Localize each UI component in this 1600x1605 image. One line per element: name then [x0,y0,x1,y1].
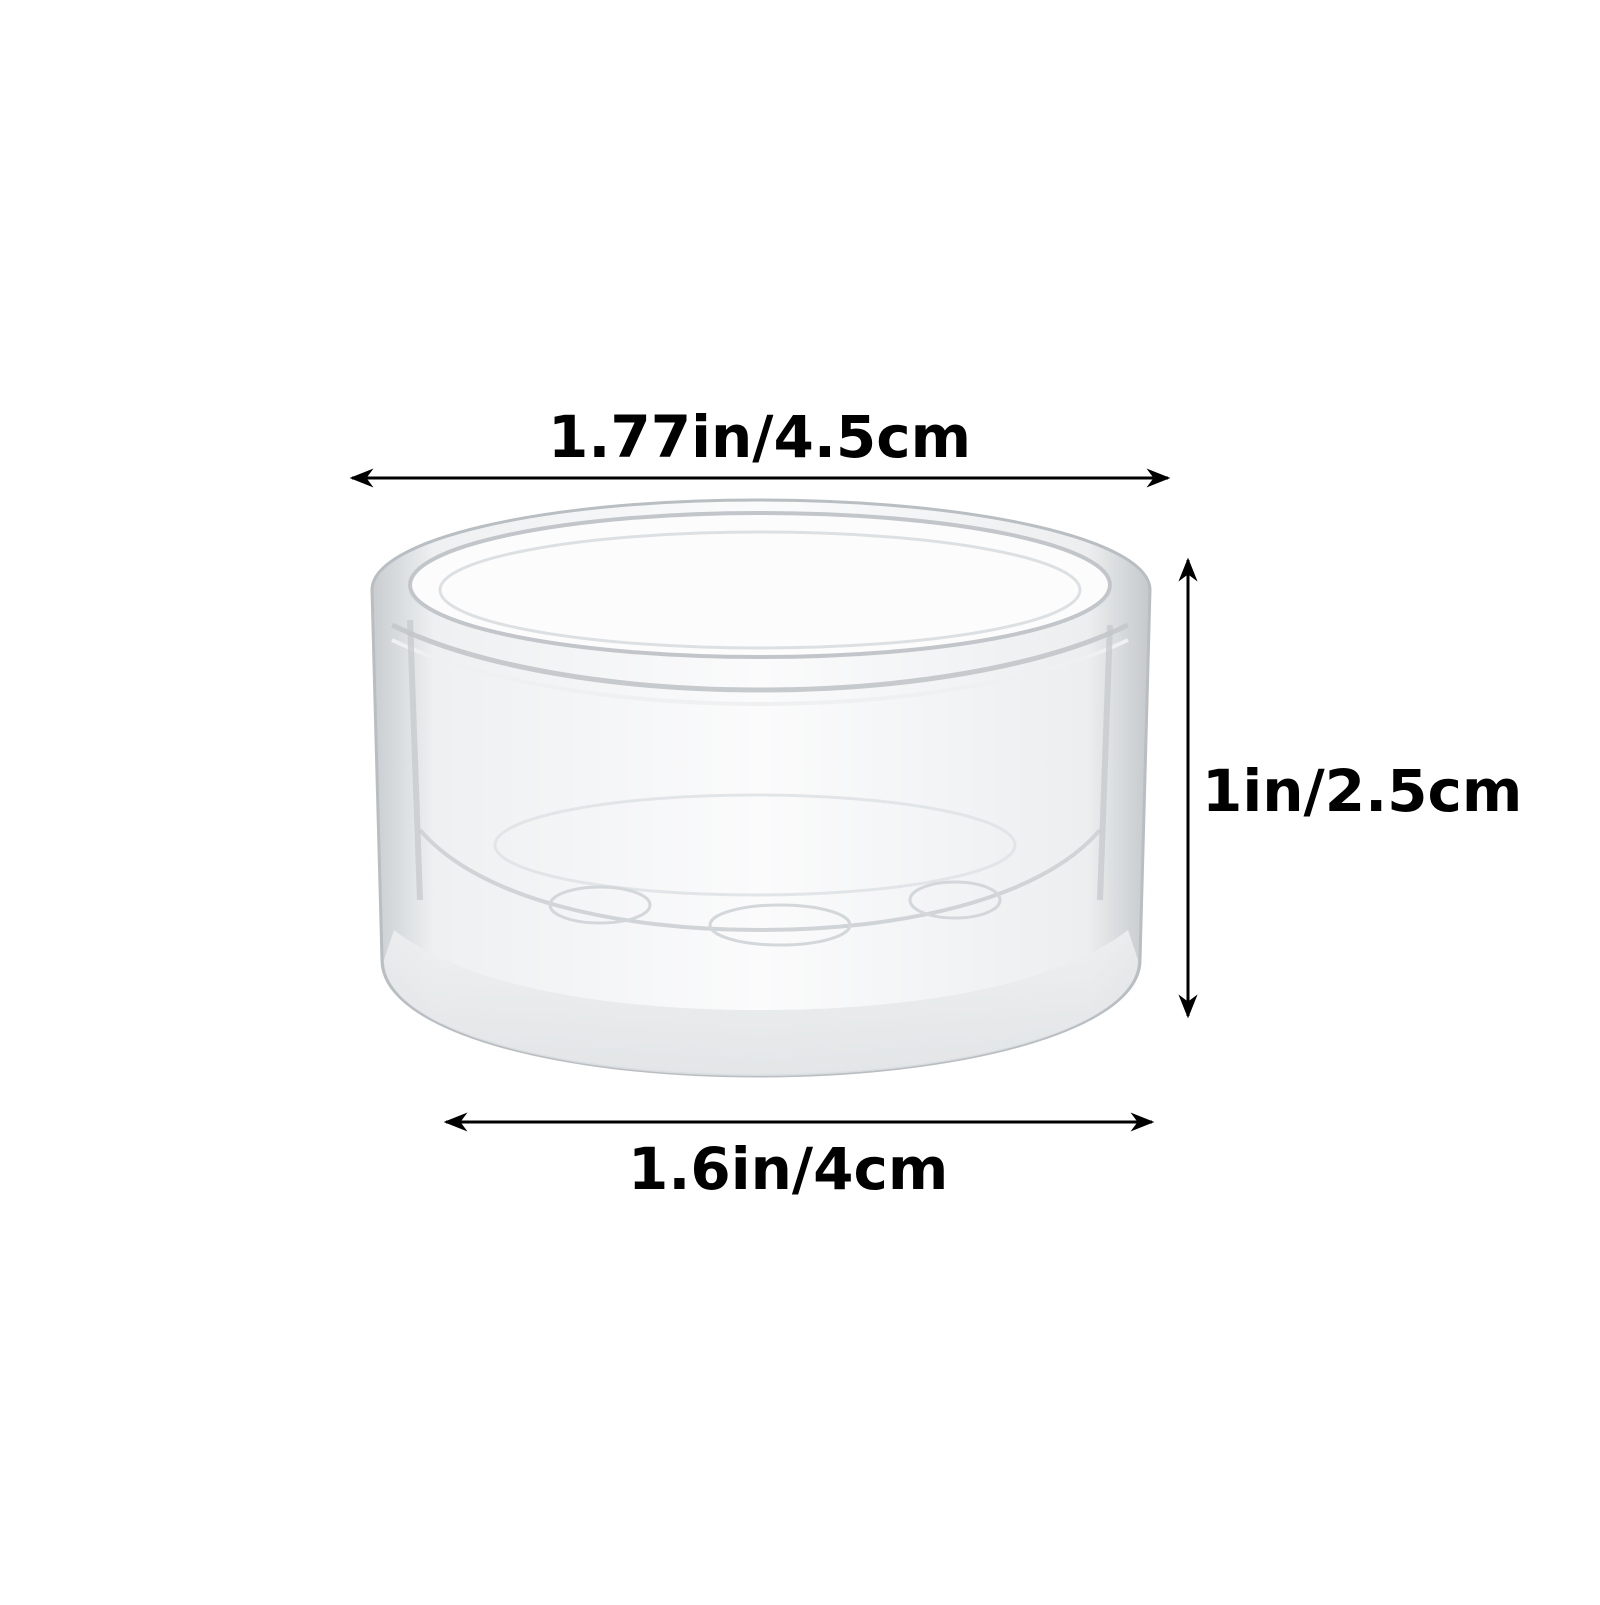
height-label: 1in/2.5cm [1202,757,1523,825]
bottom-width-label: 1.6in/4cm [628,1135,949,1203]
top-width-label: 1.77in/4.5cm [548,403,972,471]
glass-cup-icon [372,500,1150,1076]
